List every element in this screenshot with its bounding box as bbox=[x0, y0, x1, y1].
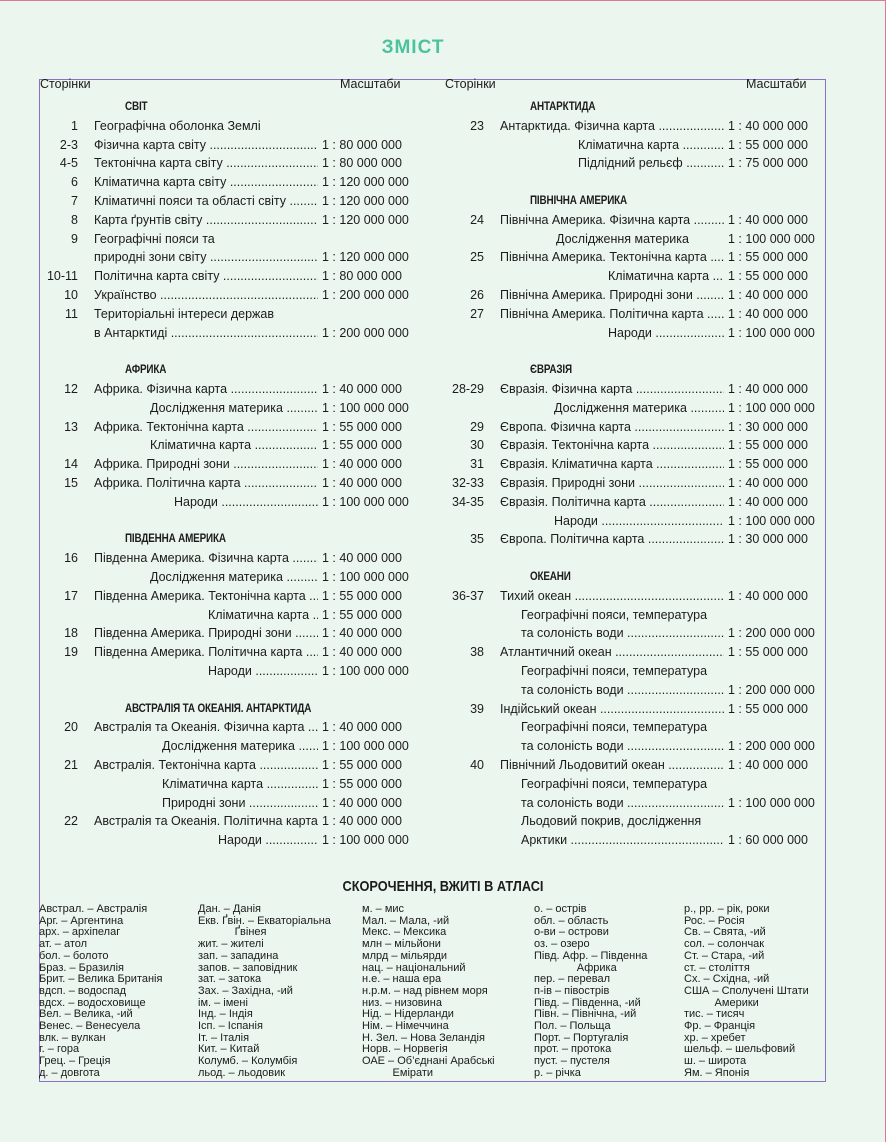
map-scale: 1 : 55 000 000 bbox=[322, 438, 402, 453]
map-scale: 1 : 40 000 000 bbox=[322, 551, 402, 566]
map-scale: 1 : 40 000 000 bbox=[728, 494, 808, 509]
abbreviation-entry: Ісп. – Іспанія bbox=[198, 1020, 263, 1032]
toc-entry bbox=[0, 718, 886, 737]
abbreviation-entry: н.е. – наша ера bbox=[362, 973, 442, 986]
toc-entry bbox=[0, 324, 886, 343]
page-number: 11 bbox=[65, 306, 78, 321]
abbreviation-entry: Півн. – Північна, -ий bbox=[534, 1008, 637, 1021]
map-scale: 1 : 55 000 000 bbox=[322, 776, 402, 791]
map-scale: 1 : 60 000 000 bbox=[728, 833, 808, 848]
map-scale: 1 : 100 000 000 bbox=[322, 570, 409, 584]
section-heading: АВСТРАЛІЯ ТА ОКЕАНІЯ. АНТАРКТИДА bbox=[125, 702, 312, 715]
abbreviation-entry: Емірати bbox=[362, 1066, 434, 1079]
map-scale: 1 : 55 000 000 bbox=[322, 607, 402, 622]
map-scale: 1 : 55 000 000 bbox=[728, 137, 808, 152]
abbreviation-entry: Венес. – Венесуела bbox=[39, 1020, 141, 1032]
page-number: 12 bbox=[64, 382, 78, 396]
toc-entry bbox=[0, 399, 886, 418]
toc-title: Австралія та Океанія. Політична карта ..... bbox=[94, 812, 318, 831]
page-number: 21 bbox=[64, 758, 78, 772]
abbreviation-entry: ат. – атол bbox=[39, 938, 88, 951]
toc-entry bbox=[0, 643, 886, 662]
toc-entry bbox=[0, 831, 886, 850]
toc-title: Євразія. Політична карта ..... bbox=[500, 493, 724, 512]
page-number: 17 bbox=[64, 588, 78, 603]
toc-title: Фізична карта світу ..... bbox=[94, 136, 318, 155]
abbreviation-entry: млн – мільйони bbox=[362, 938, 441, 951]
toc-entry bbox=[0, 493, 886, 512]
abbreviation-entry: Кит. – Китай bbox=[198, 1043, 260, 1056]
map-scale: 1 : 30 000 000 bbox=[728, 532, 808, 547]
abbreviation-entry: Грец. – Греція bbox=[39, 1055, 111, 1068]
toc-title: Кліматична карта ..... bbox=[608, 267, 724, 286]
map-scale: 1 : 55 000 000 bbox=[728, 250, 808, 265]
toc-entry bbox=[0, 173, 886, 192]
toc-title: Південна Америка. Тектонічна карта ..... bbox=[94, 587, 318, 606]
page-number: 24 bbox=[470, 212, 484, 227]
map-scale: 1 : 80 000 000 bbox=[322, 137, 402, 152]
map-scale: 1 : 40 000 000 bbox=[322, 814, 402, 829]
toc-entry bbox=[0, 418, 886, 437]
toc-title: Географічні пояси, температура bbox=[521, 607, 708, 622]
toc-title: Арктики ..... bbox=[521, 831, 724, 850]
map-scale: 1 : 55 000 000 bbox=[322, 588, 402, 603]
pages-header-left: Сторінки bbox=[40, 77, 91, 91]
abbreviation-entry: Н. Зел. – Нова Зеландія bbox=[362, 1031, 485, 1044]
section-heading: ПІВДЕННА АМЕРИКА bbox=[125, 533, 226, 546]
toc-title: Географічні пояси, температура bbox=[521, 664, 708, 678]
abbreviation-entry: Норв. – Норвегія bbox=[362, 1043, 448, 1056]
abbreviation-entry: Африка bbox=[534, 961, 617, 974]
toc-entry bbox=[0, 380, 886, 399]
abbreviation-entry: Браз. – Бразилія bbox=[39, 961, 124, 974]
abbreviation-entry: хр. – хребет bbox=[684, 1031, 746, 1044]
abbreviation-entry: Екв. Ґвін. – Екваторіальна bbox=[198, 914, 331, 927]
toc-entry bbox=[0, 436, 886, 455]
page-number: 18 bbox=[64, 626, 78, 641]
toc-entry bbox=[0, 192, 886, 211]
abbreviation-entry: льод. – льодовик bbox=[198, 1066, 286, 1079]
page-number: 1 bbox=[71, 118, 78, 133]
map-scale: 1 : 80 000 000 bbox=[322, 269, 402, 284]
toc-title: в Антарктиді ..... bbox=[94, 324, 318, 343]
map-scale: 1 : 40 000 000 bbox=[728, 382, 808, 396]
abbreviation-entry: оз. – озеро bbox=[534, 938, 590, 951]
map-scale: 1 : 100 000 000 bbox=[728, 231, 815, 246]
map-scale: 1 : 100 000 000 bbox=[322, 739, 409, 754]
page-number: 7 bbox=[71, 194, 78, 208]
toc-title: Дослідження материка bbox=[556, 231, 689, 246]
toc-entry bbox=[0, 530, 886, 549]
toc-entry bbox=[0, 154, 886, 173]
page-number: 26 bbox=[470, 288, 484, 302]
page-number: 23 bbox=[470, 118, 484, 133]
abbreviation-entry: Мекс. – Мексика bbox=[362, 926, 447, 939]
toc-title: Європа. Фізична карта ..... bbox=[500, 418, 724, 437]
map-scale: 1 : 200 000 000 bbox=[728, 739, 815, 754]
toc-entry bbox=[0, 230, 886, 249]
toc-title: Українство ..... bbox=[94, 286, 318, 305]
toc-title: Євразія. Фізична карта ..... bbox=[500, 380, 724, 399]
map-scale: 1 : 100 000 000 bbox=[728, 795, 815, 810]
toc-title: Південна Америка. Політична карта ..... bbox=[94, 643, 318, 662]
map-scale: 1 : 120 000 000 bbox=[322, 175, 409, 190]
toc-title: Африка. Природні зони ..... bbox=[94, 455, 318, 474]
abbreviation-entry: Фр. – Франція bbox=[684, 1020, 756, 1032]
toc-title: Африка. Політична карта ..... bbox=[94, 474, 318, 493]
toc-title: Народи ..... bbox=[208, 662, 318, 681]
map-scale: 1 : 75 000 000 bbox=[728, 156, 808, 171]
toc-title: Африка. Фізична карта ..... bbox=[94, 380, 318, 399]
page-number: 2-3 bbox=[59, 137, 78, 152]
toc-entry bbox=[0, 248, 886, 267]
abbreviation-entry: Півд. – Південна, -ий bbox=[534, 996, 641, 1009]
abbreviation-entry: Ям. – Японія bbox=[684, 1066, 750, 1079]
abbreviation-entry: Нід. – Нідерланди bbox=[362, 1008, 454, 1021]
abbreviation-entry: н.р.м. – над рівнем моря bbox=[362, 984, 488, 997]
toc-title: Антарктида. Фізична карта ..... bbox=[500, 117, 724, 136]
toc-entry bbox=[0, 737, 886, 756]
map-scale: 1 : 100 000 000 bbox=[728, 400, 815, 415]
abbreviation-entry: о-ви – острови bbox=[534, 926, 609, 939]
section-heading: ПІВНІЧНА АМЕРИКА bbox=[530, 195, 627, 207]
abbreviation-entry: Порт. – Португалія bbox=[534, 1031, 629, 1044]
toc-title: Тектонічна карта світу ..... bbox=[94, 154, 318, 173]
section-heading: АНТАРКТИДА bbox=[530, 101, 596, 113]
abbreviation-entry: о. – острів bbox=[534, 903, 587, 915]
map-scale: 1 : 120 000 000 bbox=[322, 212, 409, 227]
page-number: 39 bbox=[470, 701, 484, 716]
abbreviation-entry: Інд. – Індія bbox=[198, 1008, 253, 1021]
toc-entry bbox=[0, 211, 886, 230]
abbreviation-entry: влк. – вулкан bbox=[39, 1031, 106, 1044]
toc-title: Європа. Політична карта ..... bbox=[500, 530, 724, 549]
map-scale: 1 : 40 000 000 bbox=[322, 382, 402, 396]
toc-title: Північний Льодовитий океан ..... bbox=[500, 756, 724, 775]
abbreviation-entry: Ґвінея bbox=[198, 926, 267, 939]
toc-entry bbox=[0, 286, 886, 305]
map-scale: 1 : 40 000 000 bbox=[728, 212, 808, 227]
abbreviation-entry: м. – мис bbox=[362, 903, 405, 915]
abbreviation-entry: Австрал. – Австралія bbox=[39, 903, 148, 915]
toc-title: Льодовий покрив, дослідження bbox=[521, 814, 702, 829]
page-title: ЗМІСТ bbox=[381, 37, 445, 58]
map-scale: 1 : 30 000 000 bbox=[728, 419, 808, 434]
abbreviations-title: СКОРОЧЕННЯ, ВЖИТІ В АТЛАСІ bbox=[342, 878, 544, 895]
map-scale: 1 : 40 000 000 bbox=[322, 476, 402, 490]
toc-title: Народи ..... bbox=[174, 493, 318, 512]
toc-title: та солоність води ..... bbox=[521, 794, 724, 813]
map-scale: 1 : 120 000 000 bbox=[322, 250, 409, 265]
pages-header-right: Сторінки bbox=[445, 77, 496, 91]
toc-entry bbox=[0, 587, 886, 606]
map-scale: 1 : 55 000 000 bbox=[322, 758, 402, 772]
abbreviation-entry: низ. – низовина bbox=[362, 996, 442, 1009]
abbreviation-entry: р., рр. – рік, роки bbox=[684, 903, 770, 915]
abbreviation-entry: вдсх. – водосховище bbox=[39, 996, 146, 1009]
toc-title: Географічні пояси та bbox=[94, 231, 215, 246]
map-scale: 1 : 80 000 000 bbox=[322, 156, 402, 171]
toc-title: Австралія та Океанія. Фізична карта ..... bbox=[94, 718, 318, 737]
abbreviation-entry: ім. – імені bbox=[198, 996, 248, 1009]
toc-title: Кліматична карта світу ..... bbox=[94, 173, 318, 192]
page-number: 14 bbox=[64, 457, 78, 472]
abbreviation-entry: нац. – національний bbox=[362, 961, 466, 974]
map-scale: 1 : 100 000 000 bbox=[322, 400, 409, 415]
abbreviation-entry: запов. – заповідник bbox=[198, 961, 298, 974]
map-scale: 1 : 55 000 000 bbox=[728, 269, 808, 284]
toc-title: Євразія. Природні зони ..... bbox=[500, 474, 724, 493]
map-scale: 1 : 40 000 000 bbox=[728, 758, 808, 772]
toc-title: та солоність води ..... bbox=[521, 681, 724, 700]
toc-title: Тихий океан ..... bbox=[500, 587, 724, 606]
toc-entry bbox=[0, 568, 886, 587]
map-scale: 1 : 200 000 000 bbox=[728, 682, 815, 697]
page-number: 20 bbox=[64, 720, 78, 735]
page-number: 16 bbox=[64, 551, 78, 566]
toc-title: Кліматична карта ..... bbox=[208, 606, 318, 625]
abbreviation-entry: США – Сполучені Штати bbox=[684, 984, 809, 997]
abbreviation-entry: сол. – солончак bbox=[684, 938, 765, 951]
map-scale: 1 : 40 000 000 bbox=[728, 306, 808, 321]
toc-title: Природні зони ..... bbox=[162, 794, 318, 813]
toc-title: Дослідження материка ..... bbox=[554, 399, 724, 418]
toc-title: Кліматична карта ..... bbox=[578, 136, 724, 155]
page-number: 40 bbox=[470, 758, 484, 772]
page-number: 19 bbox=[64, 645, 78, 660]
toc-title: Атлантичний океан ..... bbox=[500, 643, 724, 662]
abbreviation-entry: п-ів – півострів bbox=[534, 984, 610, 997]
toc-entry bbox=[0, 512, 886, 531]
toc-entry bbox=[0, 794, 886, 813]
map-scale: 1 : 100 000 000 bbox=[728, 325, 815, 340]
abbreviation-entry: обл. – область bbox=[534, 914, 609, 927]
toc-title: Дослідження материка ..... bbox=[150, 568, 318, 587]
toc-entry bbox=[0, 681, 886, 700]
abbreviation-entry: Вел. – Велика, -ий bbox=[39, 1008, 133, 1021]
map-scale: 1 : 200 000 000 bbox=[322, 288, 409, 302]
page-number: 25 bbox=[470, 250, 484, 265]
map-scale: 1 : 40 000 000 bbox=[728, 288, 808, 302]
abbreviation-entry: ш. – широта bbox=[684, 1055, 747, 1068]
map-scale: 1 : 120 000 000 bbox=[322, 194, 409, 208]
abbreviation-entry: Мал. – Мала, -ий bbox=[362, 914, 450, 927]
toc-title: Кліматичні пояси та області світу ..... bbox=[94, 192, 318, 211]
toc-title: Політична карта світу ..... bbox=[94, 267, 318, 286]
toc-title: Народи ..... bbox=[554, 512, 724, 531]
page-number: 34-35 bbox=[452, 494, 484, 509]
abbreviation-entry: тис. – тисяч bbox=[684, 1008, 745, 1021]
map-scale: 1 : 40 000 000 bbox=[322, 795, 402, 810]
map-scale: 1 : 55 000 000 bbox=[728, 645, 808, 660]
page-number: 10-11 bbox=[46, 269, 78, 284]
toc-title: Дослідження материка ..... bbox=[150, 399, 318, 418]
page-number: 4-5 bbox=[59, 156, 78, 171]
abbreviation-entry: г. – гора bbox=[39, 1043, 80, 1056]
abbreviation-entry: Колумб. – Колумбія bbox=[198, 1055, 298, 1068]
toc-entry bbox=[0, 474, 886, 493]
page-number: 36-37 bbox=[452, 588, 484, 603]
toc-title: Північна Америка. Політична карта ..... bbox=[500, 305, 724, 324]
map-scale: 1 : 55 000 000 bbox=[728, 457, 808, 472]
toc-title: Кліматична карта ..... bbox=[150, 436, 318, 455]
toc-entry bbox=[0, 624, 886, 643]
abbreviation-entry: Дан. – Данія bbox=[198, 903, 261, 915]
map-scale: 1 : 40 000 000 bbox=[322, 457, 402, 472]
toc-title: Підлідний рельєф ..... bbox=[578, 154, 724, 173]
page-number: 10 bbox=[64, 288, 78, 302]
toc-title: Дослідження материка ..... bbox=[162, 737, 318, 756]
map-scale: 1 : 55 000 000 bbox=[728, 438, 808, 453]
map-scale: 1 : 55 000 000 bbox=[322, 419, 402, 434]
toc-title: Географічні пояси, температура bbox=[521, 776, 708, 791]
toc-title: Північна Америка. Тектонічна карта ..... bbox=[500, 248, 724, 267]
abbreviation-entry: арх. – архіпелаг bbox=[39, 926, 121, 939]
abbreviation-entry: Сх. – Східна, -ий bbox=[684, 973, 770, 986]
toc-title: Африка. Тектонічна карта ..... bbox=[94, 418, 318, 437]
toc-entry bbox=[0, 756, 886, 775]
abbreviation-entry: Брит. – Велика Британія bbox=[39, 973, 163, 986]
toc-entry bbox=[0, 549, 886, 568]
page-number: 35 bbox=[470, 532, 484, 547]
map-scale: 1 : 100 000 000 bbox=[322, 494, 409, 509]
abbreviation-entry: Нім. – Німеччина bbox=[362, 1020, 449, 1032]
section-heading: ОКЕАНИ bbox=[530, 571, 571, 583]
toc-entry bbox=[0, 305, 886, 324]
toc-entry bbox=[0, 775, 886, 794]
abbreviation-entry: жит. – жителі bbox=[198, 938, 264, 951]
toc-title: Народи ..... bbox=[218, 831, 318, 850]
scale-header-left: Масштаби bbox=[340, 77, 401, 91]
map-scale: 1 : 100 000 000 bbox=[322, 664, 409, 678]
page-number: 15 bbox=[64, 476, 78, 490]
abbreviation-entry: Св. – Свята, -ий bbox=[684, 926, 766, 939]
map-scale: 1 : 200 000 000 bbox=[728, 626, 815, 641]
toc-entry bbox=[0, 267, 886, 286]
page-number: 27 bbox=[470, 306, 484, 321]
map-scale: 1 : 200 000 000 bbox=[322, 325, 409, 340]
abbreviation-entry: Зах. – Західна, -ий bbox=[198, 984, 293, 997]
abbreviation-entry: Ст. – Стара, -ий bbox=[684, 949, 765, 962]
toc-title: та солоність води ..... bbox=[521, 624, 724, 643]
map-scale: 1 : 55 000 000 bbox=[728, 701, 808, 716]
abbreviation-entry: прот. – протока bbox=[534, 1043, 612, 1056]
abbreviation-entry: шельф. – шельфовий bbox=[684, 1043, 796, 1056]
map-scale: 1 : 100 000 000 bbox=[728, 513, 815, 528]
page-number: 22 bbox=[64, 814, 78, 829]
abbreviation-entry: р. – річка bbox=[534, 1066, 581, 1079]
map-scale: 1 : 40 000 000 bbox=[322, 626, 402, 641]
abbreviation-entry: млрд – мільярди bbox=[362, 949, 448, 962]
abbreviation-entry: ОАЕ – Об’єднані Арабські bbox=[362, 1055, 495, 1068]
map-scale: 1 : 40 000 000 bbox=[728, 476, 808, 490]
toc-entry bbox=[0, 662, 886, 681]
section-heading: ЄВРАЗІЯ bbox=[530, 364, 572, 377]
page-number: 6 bbox=[71, 175, 78, 190]
abbreviation-entry: Пол. – Польща bbox=[534, 1020, 611, 1032]
abbreviation-entry: Рос. – Росія bbox=[684, 914, 745, 927]
toc-entry bbox=[0, 700, 886, 719]
map-scale: 1 : 40 000 000 bbox=[728, 118, 808, 133]
toc-title: Індійський океан ..... bbox=[500, 700, 724, 719]
toc-title: Географічні пояси, температура bbox=[521, 720, 708, 735]
abbreviation-entry: Півд. Афр. – Південна bbox=[534, 949, 648, 962]
scale-header-right: Масштаби bbox=[746, 77, 807, 91]
map-scale: 1 : 40 000 000 bbox=[728, 588, 808, 603]
page-number: 13 bbox=[64, 419, 78, 434]
abbreviation-entry: пуст. – пустеля bbox=[534, 1055, 610, 1068]
abbreviation-entry: пер. – перевал bbox=[534, 973, 611, 986]
map-scale: 1 : 40 000 000 bbox=[322, 720, 402, 735]
toc-title: Австралія. Тектонічна карта ..... bbox=[94, 756, 318, 775]
toc-title: Північна Америка. Природні зони ..... bbox=[500, 286, 724, 305]
toc-title: та солоність води ..... bbox=[521, 737, 724, 756]
page-number: 30 bbox=[470, 438, 484, 453]
toc-title: Євразія. Кліматична карта ..... bbox=[500, 455, 724, 474]
toc-title: Північна Америка. Фізична карта ..... bbox=[500, 211, 724, 230]
abbreviation-entry: Іт. – Італія bbox=[198, 1031, 250, 1044]
toc-title: Географічна оболонка Землі bbox=[94, 118, 261, 133]
abbreviation-entry: д. – довгота bbox=[39, 1066, 100, 1079]
toc-title: Кліматична карта ..... bbox=[162, 775, 318, 794]
toc-title: Південна Америка. Природні зони ..... bbox=[94, 624, 318, 643]
map-scale: 1 : 100 000 000 bbox=[322, 833, 409, 848]
toc-entry bbox=[0, 606, 886, 625]
toc-title: Народи ..... bbox=[608, 324, 724, 343]
abbreviation-entry: вдсп. – водоспад bbox=[39, 984, 127, 997]
toc-entry bbox=[0, 812, 886, 831]
abbreviation-entry: Арг. – Аргентина bbox=[39, 914, 124, 927]
section-heading: СВІТ bbox=[125, 101, 148, 113]
toc-title: Євразія. Тектонічна карта ..... bbox=[500, 436, 724, 455]
page-number: 9 bbox=[71, 231, 78, 246]
toc-entry bbox=[0, 136, 886, 155]
page-number: 38 bbox=[470, 645, 484, 660]
map-scale: 1 : 40 000 000 bbox=[322, 645, 402, 660]
toc-entry bbox=[0, 455, 886, 474]
page-number: 8 bbox=[71, 212, 78, 227]
toc-entry bbox=[0, 117, 886, 136]
abbreviation-entry: ст. – століття bbox=[684, 961, 750, 974]
page-number: 32-33 bbox=[452, 476, 484, 490]
abbreviation-entry: зап. – западина bbox=[198, 949, 279, 962]
toc-title: Карта ґрунтів світу ..... bbox=[94, 211, 318, 230]
toc-title: Територіальні інтереси держав bbox=[94, 306, 274, 321]
abbreviation-entry: зат. – затока bbox=[198, 973, 262, 986]
toc-title: Південна Америка. Фізична карта ..... bbox=[94, 549, 318, 568]
abbreviation-entry: бол. – болото bbox=[39, 949, 109, 962]
section-heading: АФРИКА bbox=[125, 364, 167, 377]
abbreviation-entry: Америки bbox=[684, 996, 759, 1009]
page-number: 31 bbox=[470, 457, 484, 472]
page-number: 28-29 bbox=[452, 382, 484, 396]
page-number: 29 bbox=[470, 419, 484, 434]
toc-title: природні зони світу ..... bbox=[94, 248, 318, 267]
